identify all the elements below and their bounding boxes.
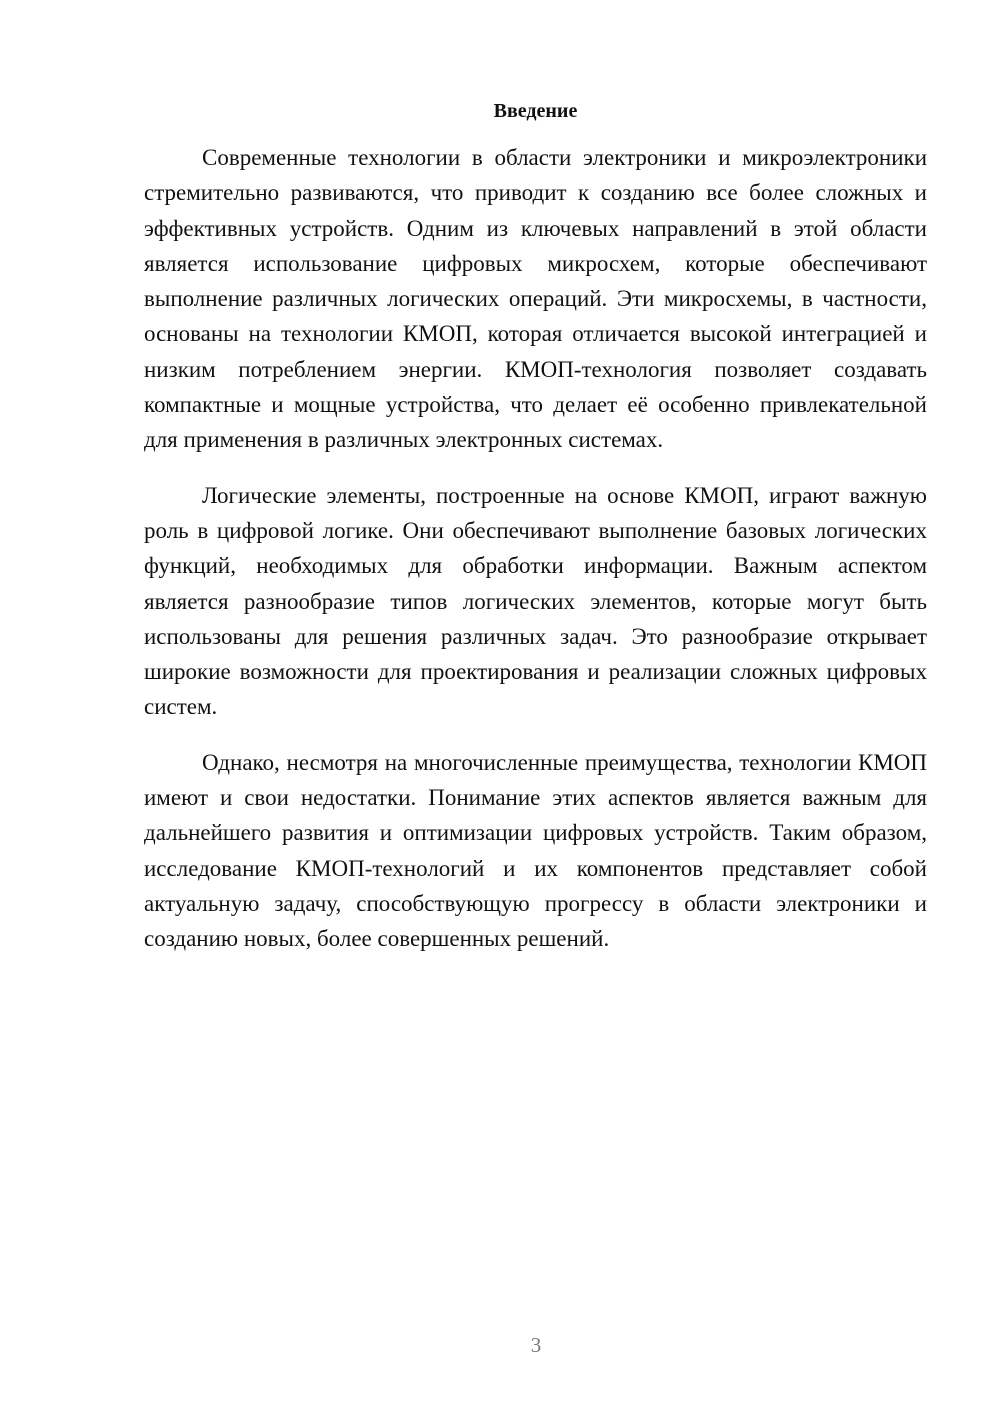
page-number: 3: [530, 1333, 542, 1357]
paragraph-2: Логические элементы, построенные на основе КМОП, играют важную роль в цифровой логике. Они обеспечивают выполнение базовых логических функций, необходимых для обработки информации. Важным аспектом является разнообразие типов логических элементов, которые могут быть использованы для решения различных задач. Это разнообразие открывает широкие возможности для проектирования и реализации сложных цифровых систем.: [144, 482, 927, 720]
section-heading: Введение: [493, 100, 578, 122]
page-content: [144, 94, 927, 977]
paragraph-1: Современные технологии в области электроники и микроэлектроники стремительно развиваются, что приводит к созданию все более сложных и эффективных устройств. Одним из ключевых направлений в этой области является использование цифровых микросхем, которые обеспечивают выполнение различных логических операций. Эти микросхемы, в частности, основаны на технологии КМОП, которая отличается высокой интеграцией и низким потреблением энергии. КМОП-технология позволяет создавать компактные и мощные устройства, что делает её особенно привлекательной для применения в различных электронных системах.: [144, 145, 927, 453]
paragraph-3: Однако, несмотря на многочисленные преимущества, технологии КМОП имеют и свои недостатки. Понимание этих аспектов является важным для дальнейшего развития и оптимизации цифровых устройств. Таким образом, исследование КМОП-технологий и их компонентов представляет собой актуальную задачу, способствующую прогрессу в области электроники и созданию новых, более совершенных решений.: [144, 749, 927, 952]
